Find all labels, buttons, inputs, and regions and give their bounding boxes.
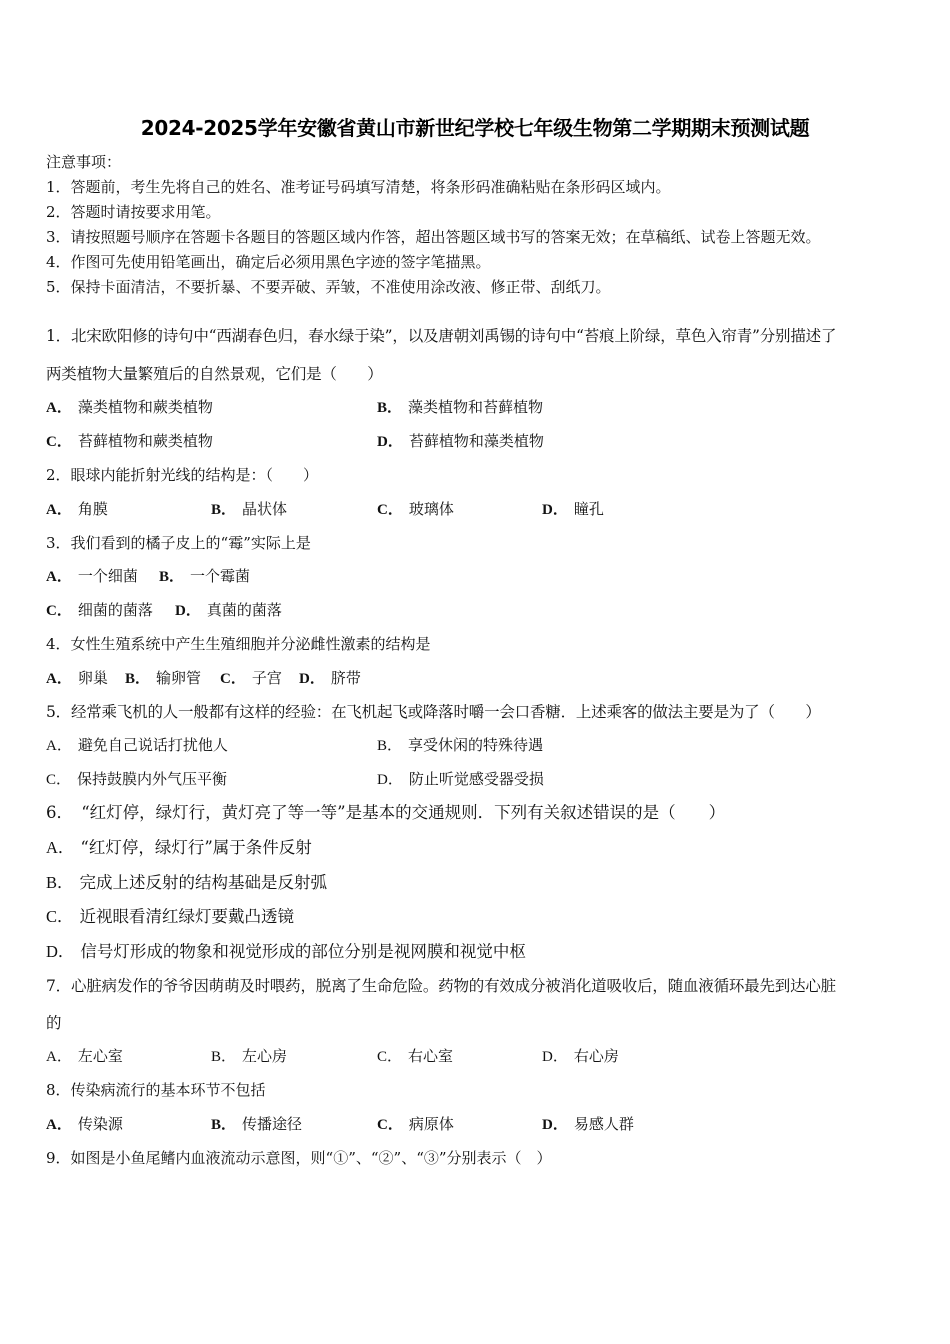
option-b: B． 晶状体 <box>211 500 288 518</box>
notice-heading: 注意事项： <box>46 153 122 171</box>
question-9-stem: 9．如图是小鱼尾鳍内血液流动示意图，则“①”、“②”、“③”分别表示（ ） <box>46 1149 552 1167</box>
question-7-options <box>46 1046 926 1066</box>
question-8-stem: 8．传染病流行的基本环节不包括 <box>46 1081 266 1099</box>
option-c: C． 病原体 <box>377 1115 454 1133</box>
option-c: C． 玻璃体 <box>377 500 454 518</box>
question-8-options <box>46 1114 926 1134</box>
option-c: C． 右心室 <box>377 1047 454 1065</box>
option-c: C． 细菌的菌落 <box>46 601 153 619</box>
question-2-options <box>46 499 926 519</box>
option-d: D． 信号灯形成的物象和视觉形成的部位分别是视网膜和视觉中枢 <box>46 942 526 961</box>
option-a: A． 角膜 <box>46 500 108 518</box>
option-b: B． 输卵管 <box>125 669 202 687</box>
question-6-option-a-row <box>46 838 926 858</box>
question-1-stem-cont: 两类植物大量繁殖后的自然景观，它们是（ ） <box>46 365 383 383</box>
question-2-stem: 2．眼球内能折射光线的结构是：（ ） <box>46 466 319 484</box>
option-d: D． 易感人群 <box>542 1115 634 1133</box>
option-d: D． 真菌的菌落 <box>175 601 282 619</box>
option-d: D． 右心房 <box>542 1047 619 1065</box>
option-a: A． 卵巢 <box>46 669 108 687</box>
question-1-options-row-1 <box>46 397 926 417</box>
page-title: 2024-2025学年安徽省黄山市新世纪学校七年级生物第二学期期末预测试题 <box>140 116 810 140</box>
option-b: B． 左心房 <box>211 1047 288 1065</box>
question-6-option-d-row <box>46 942 926 962</box>
question-5-stem: 5．经常乘飞机的人一般都有这样的经验：在飞机起飞或降落时嚼一会口香糖．上述乘客的做法主要是为了（ ） <box>46 703 821 721</box>
option-b: B． 一个霉菌 <box>159 567 251 585</box>
option-a: A． 藻类植物和蕨类植物 <box>46 398 213 416</box>
notice-item: 2．答题时请按要求用笔。 <box>46 203 221 221</box>
option-a: A． 一个细菌 <box>46 567 138 585</box>
option-c: C． 近视眼看清红绿灯要戴凸透镜 <box>46 907 295 926</box>
option-c: C． 苔藓植物和蕨类植物 <box>46 432 213 450</box>
question-7-stem-cont: 的 <box>46 1014 62 1032</box>
question-5-options-row-2 <box>46 769 926 789</box>
question-1-options-row-2 <box>46 431 926 451</box>
option-d: D． 防止听觉感受器受损 <box>377 770 544 788</box>
option-d: D． 苔藓植物和藻类植物 <box>377 432 544 450</box>
notice-item: 5．保持卡面清洁，不要折暴、不要弄破、弄皱，不准使用涂改液、修正带、刮纸刀。 <box>46 278 611 296</box>
option-c: C． 子宫 <box>220 669 282 687</box>
option-a: A． “红灯停，绿灯行”属于条件反射 <box>46 838 312 857</box>
option-d: D． 瞳孔 <box>542 500 604 518</box>
question-4-options <box>46 668 926 688</box>
question-3-options-row-1 <box>46 566 926 586</box>
option-a: A． 避免自己说话打扰他人 <box>46 736 228 754</box>
option-a: A． 传染源 <box>46 1115 123 1133</box>
option-a: A． 左心室 <box>46 1047 123 1065</box>
notice-item: 3．请按照题号顺序在答题卡各题目的答题区域内作答，超出答题区域书写的答案无效；在草稿纸、试卷上答题无效。 <box>46 228 821 246</box>
option-d: D． 脐带 <box>299 669 361 687</box>
question-6-option-c-row <box>46 907 926 927</box>
notice-item: 1．答题前，考生先将自己的姓名、准考证号码填写清楚，将条形码准确粘贴在条形码区域内。 <box>46 178 671 196</box>
question-3-options-row-2 <box>46 600 926 620</box>
option-b: B． 完成上述反射的结构基础是反射弧 <box>46 873 328 892</box>
option-b: B． 享受休闲的特殊待遇 <box>377 736 544 754</box>
option-b: B． 藻类植物和苔藓植物 <box>377 398 544 416</box>
question-6-stem: 6． “红灯停，绿灯行，黄灯亮了等一等”是基本的交通规则．下列有关叙述错误的是（ ） <box>46 803 726 822</box>
question-4-stem: 4．女性生殖系统中产生生殖细胞并分泌雌性激素的结构是 <box>46 635 431 653</box>
question-1-stem: 1．北宋欧阳修的诗句中“西湖春色归，春水绿于染”，以及唐朝刘禹锡的诗句中“苔痕上阶绿，草色入帘青”分别描述了 <box>46 327 837 345</box>
question-6-option-b-row <box>46 873 926 893</box>
question-3-stem: 3．我们看到的橘子皮上的“霉”实际上是 <box>46 534 311 552</box>
option-c: C． 保持鼓膜内外气压平衡 <box>46 770 228 788</box>
notice-item: 4．作图可先使用铅笔画出，确定后必须用黑色字迹的签字笔描黑。 <box>46 253 491 271</box>
question-7-stem: 7．心脏病发作的爷爷因萌萌及时喂药，脱离了生命危险。药物的有效成分被消化道吸收后，随血液循环最先到达心脏 <box>46 977 836 995</box>
question-5-options-row-1 <box>46 735 926 755</box>
option-b: B． 传播途径 <box>211 1115 303 1133</box>
